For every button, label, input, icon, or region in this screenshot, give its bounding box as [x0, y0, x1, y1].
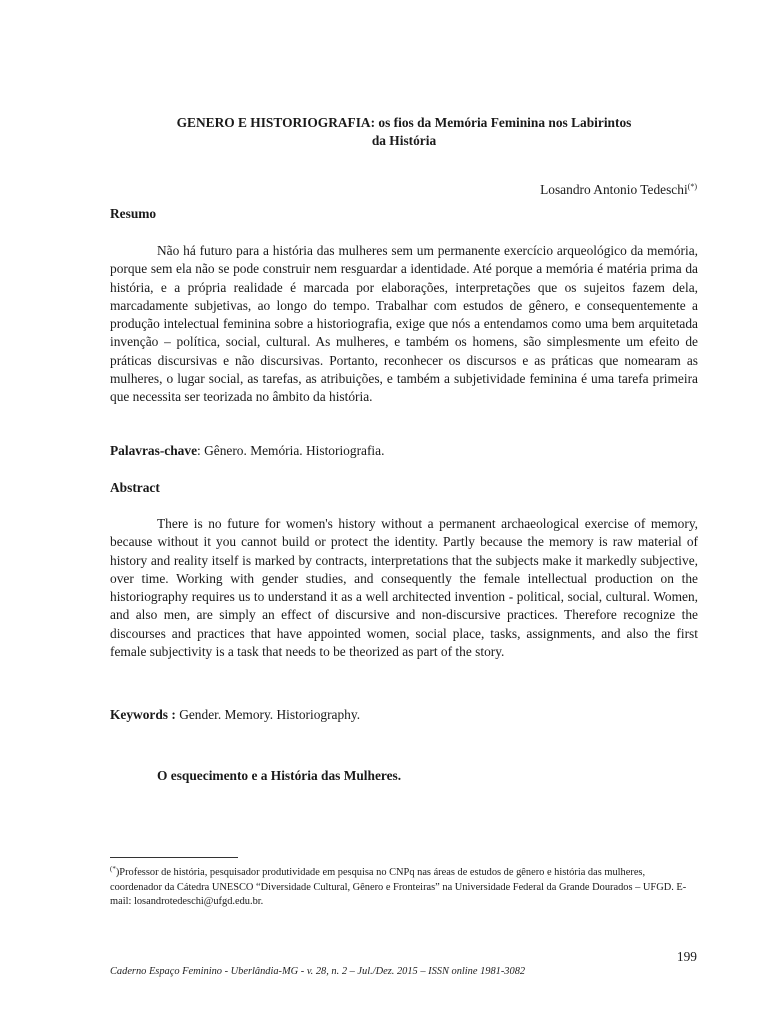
palavras-chave-label: Palavras-chave	[110, 443, 198, 458]
author-name: Losandro Antonio Tedeschi	[540, 182, 688, 197]
footnote-divider	[110, 857, 238, 858]
page-number: 199	[676, 949, 697, 964]
title-line2: da História	[371, 133, 437, 148]
journal-citation: Caderno Espaço Feminino - Uberlândia-MG - v. 28, n. 2 – Jul./Dez. 2015 – ISSN online 1981-3082	[110, 966, 526, 977]
abstract-body: There is no future for women's history without a permanent archaeological exercise of memory, because without it you cannot build or protect the identity. Partly because the memory is raw material of history and reality itself is marked by contracts, interpretations that the subjects make it markedly subjective, over time. Working with gender studies, and consequently the female intellectual production on the historiography requires us to understand it as a well architected invention - political, social, cultural. Women, and also men, are simply an effect of discursive and non-discursive practices. Therefore recognize the discourses and practices that have appointed women, social place, tasks, assignments, and also the first female subjectivity is a task that needs to be theorized as part of the story.	[110, 516, 698, 660]
footnote	[110, 862, 698, 910]
resumo-heading: Resumo	[110, 206, 157, 221]
article-title	[110, 114, 698, 150]
keywords-line	[110, 706, 698, 724]
footnote-mark: (*	[110, 865, 116, 873]
keywords-label: Keywords :	[110, 707, 176, 722]
resumo-body: Não há futuro para a história das mulheres sem um permanente exercício arqueológico da memória, porque sem ela não se pode construir nem resguardar a identidade. Até porque a memória é matéria prima da história, e a própria realidade é marcada por elaborações, interpretações que os sujeitos fazem dela, marcadamente subjetivas, ao longo do tempo. Trabalhar com estudos de gênero, e consequentemente a produção intelectual feminina sobre a historiografia, exige que nós a entendamos como uma bem arquitetada invenção – política, social, cultural. As mulheres, e também os homens, são simplesmente um efeito de práticas discursivas e não discursivas. Portanto, reconhecer os discursos e as práticas que nomearam as mulheres, o lugar social, as tarefas, as atribuições, e também a subjetividade feminina é uma tarefa primeira que necessita ser teorizada no âmbito da história.	[110, 243, 698, 405]
author-line	[540, 178, 697, 199]
palavras-chave-value: : Gênero. Memória. Historiografia.	[197, 443, 385, 458]
abstract-heading: Abstract	[110, 480, 160, 495]
author-footnote-mark: (*)	[687, 182, 697, 191]
keywords-value: Gender. Memory. Historiography.	[175, 707, 361, 722]
section-title: O esquecimento e a História das Mulheres.	[157, 768, 402, 783]
title-rest: os fios da Memória Feminina nos Labirintos	[375, 115, 632, 130]
footnote-text: )Professor de história, pesquisador produtividade em pesquisa no CNPq nas áreas de estudos de gênero e história das mulheres, coordenador da Cátedra UNESCO “Diversidade Cultural, Gênero e Fronteiras” na Universidade Federal da Grande Dourados – UFGD. E-mail: losandrotedeschi@ufgd.edu.br.	[110, 867, 687, 907]
title-main: GENERO E HISTORIOGRAFIA:	[176, 115, 376, 130]
palavras-chave-line	[110, 442, 698, 460]
